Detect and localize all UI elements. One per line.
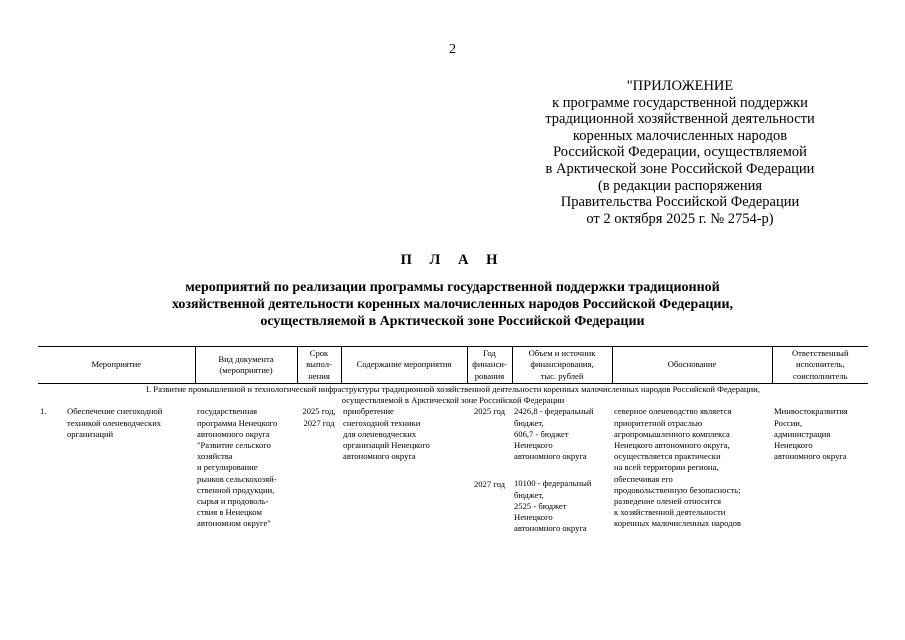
appendix-header <box>465 78 895 227</box>
header-document: Вид документа (мероприятие) <box>195 347 297 384</box>
section-heading-row <box>38 384 868 407</box>
page-number: 2 <box>449 42 456 57</box>
table-header-row <box>38 347 868 384</box>
header-funding-amount: Объем и источник финансирования, тыс. рублей <box>512 347 612 384</box>
header-measure: Мероприятие <box>38 347 195 384</box>
header-responsible: Ответственный исполнитель, соисполнитель <box>772 347 868 384</box>
plan-subtitle <box>0 279 905 330</box>
header-deadline: Срок выпол- нения <box>297 347 341 384</box>
section-heading: I. Развитие промышленной и технологической инфраструктуры традиционной хозяйственной деятельности коренных малочисленных народов Российской Федерации, осуществляемой в Арктической зоне Российской Федерации <box>146 384 760 406</box>
plan-subtitle-line: мероприятий по реализации программы государственной поддержки традиционной <box>185 280 720 295</box>
appendix-line: к программе государственной поддержки <box>552 94 808 111</box>
appendix-line: от 2 октября 2025 г. № 2754-р) <box>586 210 774 227</box>
header-content: Содержание мероприятия <box>341 347 467 384</box>
cell-content: приобретение снегоходной техники для оленеводческих организаций Ненецкого автономного округа <box>343 406 430 462</box>
row-number: 1. <box>40 406 47 417</box>
plan-table-wrapper <box>38 346 868 534</box>
plan-subtitle-line: осуществляемой в Арктической зоне Российской Федерации <box>260 314 645 329</box>
appendix-line: "ПРИЛОЖЕНИЕ <box>626 78 734 94</box>
cell-deadline: 2025 год, 2027 год <box>302 406 336 428</box>
header-funding-year: Год финанси- рования <box>467 347 512 384</box>
appendix-line: Российской Федерации, осуществляемой <box>553 144 807 161</box>
appendix-line: коренных малочисленных народов <box>572 127 788 144</box>
plan-title: П Л А Н <box>400 252 505 268</box>
appendix-line: (в редакции распоряжения <box>597 177 763 194</box>
plan-subtitle-line: хозяйственной деятельности коренных малочисленных народов Российской Федерации, <box>171 297 734 312</box>
cell-responsible: Минвостокразвития России, администрация Ненецкого автономного округа <box>774 406 848 462</box>
cell-funding-amount: 2426,8 - федеральный бюджет, 606,7 - бюджет Ненецкого автономного округа 10100 - федеральный бюджет, 2525 - бюджет Ненецкого автономного округа <box>514 406 594 534</box>
cell-document: государственная программа Ненецкого автономного округа "Развитие сельского хозяйства и регулирование рынков сельскохозяй- ственной продукции, сырья и продоволь- ствия в Ненецком автономном округе" <box>197 406 278 529</box>
cell-justification: северное оленеводство является приоритетной отраслью агропромышленного комплекса Ненецкого автономного округа, осуществляется практически на всей территории региона, обеспечивая его продовольственную безопасность; разведение оленей относится к хозяйственной деятельности коренных малочисленных народов <box>614 406 741 529</box>
plan-table <box>38 346 868 534</box>
header-justification: Обоснование <box>612 347 772 384</box>
appendix-line: традиционной хозяйственной деятельности <box>545 111 815 128</box>
cell-funding-year: 2025 год 2027 год <box>473 406 506 489</box>
appendix-line: в Арктической зоне Российской Федерации <box>545 160 815 177</box>
table-row <box>38 406 868 534</box>
appendix-line: Правительства Российской Федерации <box>560 194 800 211</box>
cell-measure: 1. Обеспечение снегоходной техникой оленеводческих организаций <box>40 406 163 439</box>
